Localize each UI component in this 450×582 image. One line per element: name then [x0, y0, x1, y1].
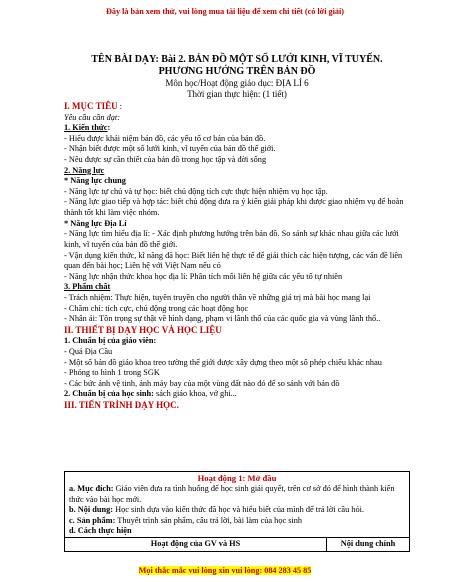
activity-aim [65, 484, 409, 505]
objectives-line [64, 101, 410, 113]
content-label: b. Nội dung: [69, 505, 114, 515]
quality-item: - Trách nhiệm: Thực hiện, tuyên truyền cho người thân về những giá trị mà bài học mang lại [64, 292, 371, 302]
aim-label: a. Mục đích: [69, 484, 114, 493]
col-main-content: Nội dung chính [340, 539, 396, 549]
general-competence-item: - Năng lực tự chủ và tự học: biết chủ động tích cực thực hiện nhiệm vụ học tập. [64, 186, 328, 196]
general-competence-item: - Năng lực giao tiếp và hợp tác: biết chủ động đưa ra ý kiến giải pháp khi được giao nhiệm vụ để hoàn thành tốt khi làm việc nhóm. [64, 197, 404, 218]
student-prep-line [64, 389, 410, 400]
objectives-heading: I. MỤC TIÊU [64, 101, 118, 111]
aim-text: Giáo viên đưa ra tình huống để học sinh giải quyết, trên cơ sở đó để hình thành kiến thức vào bài học mới. [69, 484, 395, 504]
teacher-prep-heading: 1. Chuẩn bị của giáo viên: [64, 336, 157, 346]
process-heading: III. TIẾN TRÌNH DẠY HỌC. [64, 399, 179, 410]
knowledge-colon: : [107, 123, 111, 133]
competence-heading: 2. Năng lực [64, 165, 105, 175]
quality-heading: 3. Phẩm chất [64, 282, 111, 292]
content-text: Học sinh dựa vào kiến thức đã học và hiểu biết của mình để trả lời câu hỏi. [113, 505, 364, 515]
student-prep-heading: 2. Chuẩn bị của học sinh: [64, 389, 154, 399]
teacher-prep-item: - Phóng to hình 1 trong SGK [64, 368, 160, 378]
objectives-colon: : [117, 102, 122, 111]
teacher-prep-item: - Các bức ảnh vệ tinh, ảnh máy bay của một vùng đất nào đó để so sánh với bản đồ [64, 378, 340, 388]
geo-competence-item: - Năng lực nhận thức khoa học địa lí: Phân tích mối liên hệ giữa các yếu tố tự nhiên [64, 271, 343, 281]
title-block [64, 54, 410, 100]
duration-line: Thời gian thực hiện: (1 tiết) [187, 88, 287, 99]
geo-competence-heading: * Năng lực Địa Lí [64, 218, 127, 228]
student-prep-text: sách giáo khoa, vở ghi... [153, 389, 237, 399]
quality-item: - Chăm chỉ: tích cực, chủ động trong các hoạt động học [64, 303, 249, 313]
product-label: c. Sản phẩm: [69, 515, 116, 525]
quality-item: - Nhân ái: Tôn trọng sự thật về hình dạng, phạm vi lãnh thổ của các quốc gia và vùng lãnh thổ.. [64, 314, 381, 324]
contact-text: Mọi thắc mắc vui lòng xin vui lòng: 084 283 45 85 [138, 566, 312, 575]
geo-competence-item: - Vận dụng kiến thức, kĩ năng đã học: Biết liên hệ thực tế để giải thích các hiện tượng, các vấn đề liên quan đến bài học; Liên hệ với Việt Nam nếu có [64, 250, 403, 271]
activity-product [65, 516, 409, 527]
activity-title: Hoạt động 1: Mở đầu [197, 473, 277, 483]
preview-banner: Đây là bản xem thử, vui lòng mua tài liệu để xem chi tiết (có lời giải) [105, 7, 344, 16]
activity-content [65, 505, 409, 516]
lesson-title-line1: TÊN BÀI DẠY: Bài 2. BẢN ĐỒ MỘT SỐ LƯỚI KINH, VĨ TUYẾN. [91, 54, 383, 65]
teacher-prep-item: - Quả Địa Cầu [64, 346, 113, 356]
activity-columns [65, 537, 409, 551]
lesson-title-line2: PHƯƠNG HƯỚNG TRÊN BẢN ĐỒ [158, 66, 316, 77]
subject-line: Môn học/Hoạt động giáo dục: ĐỊA LÍ 6 [165, 78, 309, 88]
col-gv-hs: Hoạt động của GV và HS [65, 538, 327, 551]
geo-competence-item: - Năng lực tìm hiểu địa lí: - Xác định phương hướng trên bản đồ. So sánh sự khác nhau giữa các lưới kinh, vĩ tuyến của bản đồ thế giới. [64, 229, 399, 249]
teacher-prep-item: - Một số bản đồ giáo khoa treo tường thế giới được xây dựng theo một số phép chiếu khác nhau [64, 357, 382, 367]
activity-table [64, 471, 410, 552]
lesson-content [64, 101, 410, 411]
knowledge-item: - Hiểu được khái niệm bản đồ, các yếu tố cơ bản của bản đồ. [64, 133, 266, 143]
knowledge-line [64, 123, 410, 134]
method-label: d. Cách thực hiện [69, 526, 132, 536]
contact-banner [0, 566, 450, 577]
equipment-heading: II. THIẾT BỊ DẠY HỌC VÀ HỌC LIỆU [64, 324, 222, 335]
activity-body [65, 484, 409, 537]
product-text: Thuyết trình sản phẩm, câu trả lời, bài làm của học sinh [115, 515, 303, 525]
knowledge-item: - Nhận biết được một số lưới kinh, vĩ tuyến của bản đồ thế giới. [64, 144, 276, 154]
general-competence-heading: * Năng lực chung [64, 176, 126, 186]
knowledge-heading: 1. Kiến thức [64, 123, 108, 133]
knowledge-item: - Nêu được sự cần thiết của bản đồ trong học tập và đời sống [64, 155, 267, 165]
requirement-label: Yêu cầu cần đạt: [64, 112, 120, 122]
